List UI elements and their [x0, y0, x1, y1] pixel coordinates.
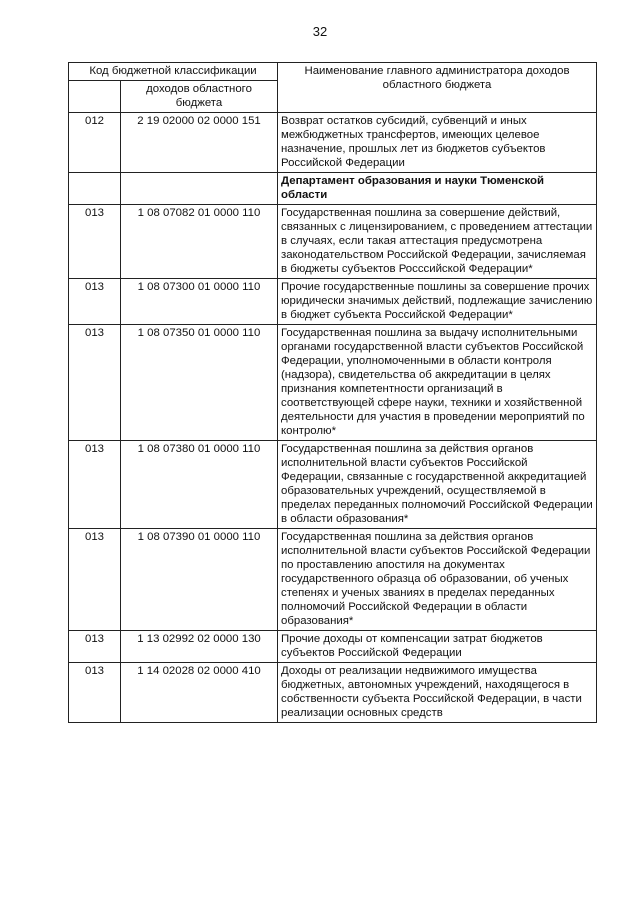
revenue-code-cell: 1 14 02028 02 0000 410 [121, 663, 278, 723]
section-row [69, 173, 597, 205]
admin-code-cell [69, 173, 121, 205]
revenue-code-cell: 2 19 02000 02 0000 151 [121, 113, 278, 173]
admin-code-cell: 013 [69, 279, 121, 325]
revenue-code-cell: 1 08 07300 01 0000 110 [121, 279, 278, 325]
budget-classification-table [68, 62, 597, 723]
revenue-name-cell: Государственная пошлина за действия органов исполнительной власти субъектов Российской Федерации, связанные с государственной аккредитацией образовательных учреждений, осуществляемой в пределах переданных полномочий Российской Федерации в области образования* [278, 441, 597, 529]
header-budget-classification-code: Код бюджетной классификации [69, 63, 278, 81]
admin-code-cell: 013 [69, 529, 121, 631]
revenue-name-cell: Доходы от реализации недвижимого имущества бюджетных, автономных учреждений, находящегося в собственности субъекта Российской Федерации, в части реализации основных средств [278, 663, 597, 723]
table-body [69, 113, 597, 723]
revenue-name-cell: Возврат остатков субсидий, субвенций и иных межбюджетных трансфертов, имеющих целевое назначение, прошлых лет из бюджетов субъектов Российской Федерации [278, 113, 597, 173]
section-title-cell: Департамент образования и науки Тюменской области [278, 173, 597, 205]
revenue-name-cell: Государственная пошлина за совершение действий, связанных с лицензированием, с проведением аттестации в случаях, если такая аттестация предусмотрена законодательством Российской Федерации, зачисляемая в бюджеты субъектов Россcийской Федерации* [278, 205, 597, 279]
admin-code-cell: 013 [69, 663, 121, 723]
revenue-code-cell: 1 13 02992 02 0000 130 [121, 631, 278, 663]
table-row [69, 113, 597, 173]
admin-code-cell: 013 [69, 325, 121, 441]
admin-code-cell: 013 [69, 205, 121, 279]
revenue-code-cell [121, 173, 278, 205]
table-row [69, 325, 597, 441]
revenue-code-cell: 1 08 07390 01 0000 110 [121, 529, 278, 631]
revenue-name-cell: Государственная пошлина за выдачу исполнительными органами государственной власти субъектов Российской Федерации, уполномоченными в области контроля (надзора), свидетельства об аккредитации в целях признания компетентности организаций в соответствующей сфере науки, техники и хозяйственной деятельности для участия в проведении мероприятий по контролю* [278, 325, 597, 441]
table-row [69, 441, 597, 529]
table-row [69, 663, 597, 723]
table-row [69, 631, 597, 663]
table-row [69, 279, 597, 325]
header-admin-code-cell [69, 81, 121, 113]
admin-code-cell: 013 [69, 441, 121, 529]
admin-code-cell: 013 [69, 631, 121, 663]
table-row [69, 529, 597, 631]
table-row [69, 205, 597, 279]
revenue-code-cell: 1 08 07380 01 0000 110 [121, 441, 278, 529]
revenue-name-cell: Государственная пошлина за действия органов исполнительной власти субъектов Российской Федерации по проставлению апостиля на документах государственного образца об образовании, об ученых степенях и ученых званиях в пределах переданных полномочий Российской Федерации в области образования* [278, 529, 597, 631]
revenue-code-cell: 1 08 07350 01 0000 110 [121, 325, 278, 441]
admin-code-cell: 012 [69, 113, 121, 173]
revenue-name-cell: Прочие государственные пошлины за совершение прочих юридически значимых действий, подлежащие зачислению в бюджет субъекта Российской Федерации* [278, 279, 597, 325]
header-administrator-name: Наименование главного администратора доходов областного бюджета [278, 63, 597, 113]
revenue-name-cell: Прочие доходы от компенсации затрат бюджетов субъектов Российской Федерации [278, 631, 597, 663]
page-number: 32 [312, 24, 328, 39]
header-regional-budget-revenues: доходов областного бюджета [121, 81, 278, 113]
revenue-code-cell: 1 08 07082 01 0000 110 [121, 205, 278, 279]
